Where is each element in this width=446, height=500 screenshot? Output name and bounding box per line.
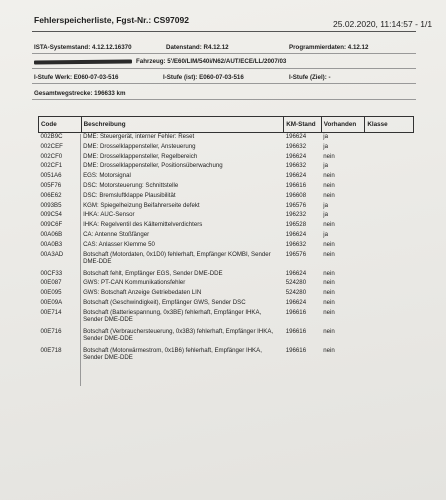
cell-vorhanden: nein <box>323 289 335 297</box>
cell-vorhanden: ja <box>323 230 328 238</box>
header-beschreibung: Beschreibung <box>81 117 284 133</box>
cell-km-stand: 196632 <box>285 142 307 150</box>
cell-klasse <box>365 153 414 163</box>
programmierdaten: Programmierdaten: 4.12.12 <box>289 44 369 51</box>
cell-description: KGM: Spiegelheizung Beifahrerseite defekt <box>83 201 200 209</box>
cell-description: Botschaft fehlt, Empfänger EGS, Sender DME-DDE <box>83 269 223 277</box>
cell-km-stand: 196616 <box>285 346 307 354</box>
cell-vorhanden: nein <box>323 152 335 160</box>
table-row <box>39 347 414 366</box>
info-divider-4 <box>32 99 416 100</box>
cell-vorhanden: nein <box>323 279 335 287</box>
cell-vorhanden: ja <box>323 211 328 219</box>
istufe-werk: I-Stufe Werk: E060-07-03-516 <box>34 74 119 81</box>
table-row <box>39 328 414 347</box>
fahrzeug: Fahrzeug: 5'/E60/LIM/540i/N62/AUT/ECE/LL/2007/03 <box>136 58 287 65</box>
cell-code: 00E095 <box>40 289 62 297</box>
print-datetime: 25.02.2020, 11:14:57 - 1/1 <box>333 19 433 29</box>
cell-description: Botschaft (Verbrauchersteuerung, 0x3B3) fehlerhaft, Empfänger IHKA, Sender DME-DDE <box>83 327 274 343</box>
column-line-code <box>80 134 81 386</box>
cell-vorhanden: ja <box>323 201 328 209</box>
table-row <box>39 182 414 192</box>
table-row <box>39 289 414 299</box>
table-row <box>39 309 414 328</box>
cell-description: DSC: Motorsteuerung: Schnittstelle <box>83 181 179 189</box>
table-row <box>39 251 414 270</box>
cell-description: GWS: Botschaft Anzeige Getriebedaten LIN <box>83 289 202 297</box>
cell-km-stand: 196576 <box>285 201 307 209</box>
cell-klasse <box>365 231 414 241</box>
cell-description: DME: Drosselklappensteller, Positionsüberwachung <box>83 162 223 170</box>
cell-vorhanden: nein <box>323 298 335 306</box>
cell-code: 00E714 <box>40 308 62 316</box>
cell-description: CA: Antenne Stoßfänger <box>83 230 150 238</box>
cell-klasse <box>365 251 414 270</box>
cell-klasse <box>365 133 414 143</box>
header-km-stand: KM-Stand <box>284 117 322 133</box>
cell-code: 00E716 <box>40 327 62 335</box>
cell-klasse <box>365 172 414 182</box>
header-code: Code <box>39 117 82 133</box>
cell-description: GWS: PT-CAN Kommunikationsfehler <box>83 279 186 287</box>
cell-code: 002CEF <box>40 142 63 150</box>
cell-klasse <box>365 221 414 231</box>
cell-km-stand: 196624 <box>285 172 307 180</box>
cell-code: 00E09A <box>40 298 63 306</box>
cell-km-stand: 196632 <box>285 162 307 170</box>
cell-vorhanden: nein <box>323 191 335 199</box>
cell-code: 00A06B <box>40 230 63 238</box>
cell-code: 009C54 <box>40 211 62 219</box>
cell-km-stand: 196624 <box>285 230 307 238</box>
table-row <box>39 143 414 153</box>
cell-klasse <box>365 328 414 347</box>
cell-description: DSC: Bremsluftklappe Plausibilität <box>83 191 176 199</box>
cell-klasse <box>365 162 414 172</box>
cell-klasse <box>365 211 414 221</box>
cell-klasse <box>365 143 414 153</box>
table-row <box>39 270 414 280</box>
ista-systemstand: ISTA-Systemstand: 4.12.12.16370 <box>34 44 132 51</box>
cell-description: DME: Drosselklappensteller, Ansteuerung <box>83 142 196 150</box>
cell-km-stand: 196624 <box>285 269 307 277</box>
cell-km-stand: 196632 <box>285 240 307 248</box>
cell-description: CAS: Anlasser Klemme 50 <box>83 240 155 248</box>
table-row <box>39 133 414 143</box>
cell-description: Botschaft (Batteriespannung, 0x3BE) fehlerhaft, Empfänger IHKA, Sender DME-DDE <box>83 308 262 324</box>
cell-vorhanden: nein <box>323 346 335 354</box>
cell-km-stand: 196616 <box>285 308 307 316</box>
table-row <box>39 279 414 289</box>
table-row <box>39 241 414 251</box>
cell-description: Botschaft (Motordaten, 0x1D0) fehlerhaft, Empfänger KOMBI, Sender DME-DDE <box>83 250 271 266</box>
cell-vorhanden: nein <box>323 308 335 316</box>
cell-km-stand: 196576 <box>285 250 307 258</box>
table-header-row <box>39 117 414 133</box>
cell-vorhanden: ja <box>323 162 328 170</box>
cell-code: 00CF33 <box>40 269 63 277</box>
cell-code: 0093B5 <box>40 201 62 209</box>
cell-klasse <box>365 241 414 251</box>
cell-description: Botschaft (Geschwindigkeit), Empfänger GWS, Sender DSC <box>83 298 246 306</box>
info-divider-2 <box>32 68 416 69</box>
info-divider-1 <box>32 53 416 54</box>
header-vorhanden: Vorhanden <box>321 117 365 133</box>
cell-description: IHKA: Regelventil des Kältemittelverdichters <box>83 221 203 229</box>
cell-km-stand: 196624 <box>285 133 307 140</box>
cell-klasse <box>365 202 414 212</box>
cell-klasse <box>365 192 414 202</box>
cell-km-stand: 196616 <box>285 181 307 189</box>
cell-vorhanden: ja <box>323 142 328 150</box>
cell-code: 00E087 <box>40 279 62 287</box>
cell-klasse <box>365 270 414 280</box>
cell-klasse <box>365 289 414 299</box>
cell-vorhanden: nein <box>323 221 335 229</box>
table-row <box>39 231 414 241</box>
istufe-ist: I-Stufe (ist): E060-07-03-516 <box>163 74 244 81</box>
cell-km-stand: 196232 <box>285 211 307 219</box>
cell-klasse <box>365 182 414 192</box>
cell-code: 002CF0 <box>40 152 63 160</box>
cell-vorhanden: ja <box>323 133 328 140</box>
fault-code-table <box>38 116 414 366</box>
table-row <box>39 221 414 231</box>
gesamtwegstrecke: Gesamtwegstrecke: 196633 km <box>34 90 126 97</box>
cell-description: DME: Drosselklappensteller, Regelbereich <box>83 152 198 160</box>
table-row <box>39 192 414 202</box>
cell-km-stand: 196528 <box>285 221 307 229</box>
cell-description: DME: Steuergerät, interner Fehler: Reset <box>83 133 195 140</box>
info-divider-3 <box>32 83 416 84</box>
cell-description: EGS: Motorsignal <box>83 172 131 180</box>
cell-vorhanden: nein <box>323 181 335 189</box>
cell-vorhanden: nein <box>323 327 335 335</box>
header-klasse: Klasse <box>365 117 414 133</box>
cell-vorhanden: nein <box>323 172 335 180</box>
cell-description: IHKA: AUC-Sensor <box>83 211 135 219</box>
cell-vorhanden: nein <box>323 269 335 277</box>
datenstand: Datenstand: R4.12.12 <box>166 44 229 51</box>
cell-klasse <box>365 309 414 328</box>
cell-code: 00A3AD <box>40 250 64 258</box>
table-row <box>39 172 414 182</box>
cell-km-stand: 196616 <box>285 327 307 335</box>
table-row <box>39 211 414 221</box>
cell-code: 00A0B3 <box>40 240 63 248</box>
table-row <box>39 202 414 212</box>
cell-km-stand: 196608 <box>285 191 307 199</box>
cell-klasse <box>365 279 414 289</box>
cell-description: Botschaft (Motorwärmestrom, 0x1B6) fehlerhaft, Empfänger IHKA, Sender DME-DDE <box>83 346 262 362</box>
redacted-vin <box>34 59 132 64</box>
cell-km-stand: 524280 <box>285 279 307 287</box>
cell-klasse <box>365 347 414 366</box>
cell-km-stand: 196624 <box>285 298 307 306</box>
cell-klasse <box>365 299 414 309</box>
cell-code: 005F76 <box>40 181 62 189</box>
cell-code: 00E718 <box>40 346 62 354</box>
table-row <box>39 299 414 309</box>
cell-code: 002B9C <box>40 133 63 140</box>
cell-km-stand: 196624 <box>285 152 307 160</box>
cell-km-stand: 524280 <box>285 289 307 297</box>
header-divider <box>32 31 416 32</box>
cell-code: 002CF1 <box>40 162 63 170</box>
document-title: Fehlerspeicherliste, Fgst-Nr.: CS97092 <box>34 15 189 25</box>
table-row <box>39 153 414 163</box>
istufe-ziel: I-Stufe (Ziel): - <box>289 74 331 81</box>
cell-vorhanden: nein <box>323 240 335 248</box>
cell-vorhanden: nein <box>323 250 335 258</box>
cell-code: 006E62 <box>40 191 62 199</box>
table-row <box>39 162 414 172</box>
cell-code: 009C6F <box>40 221 63 229</box>
cell-code: 0051A6 <box>40 172 62 180</box>
